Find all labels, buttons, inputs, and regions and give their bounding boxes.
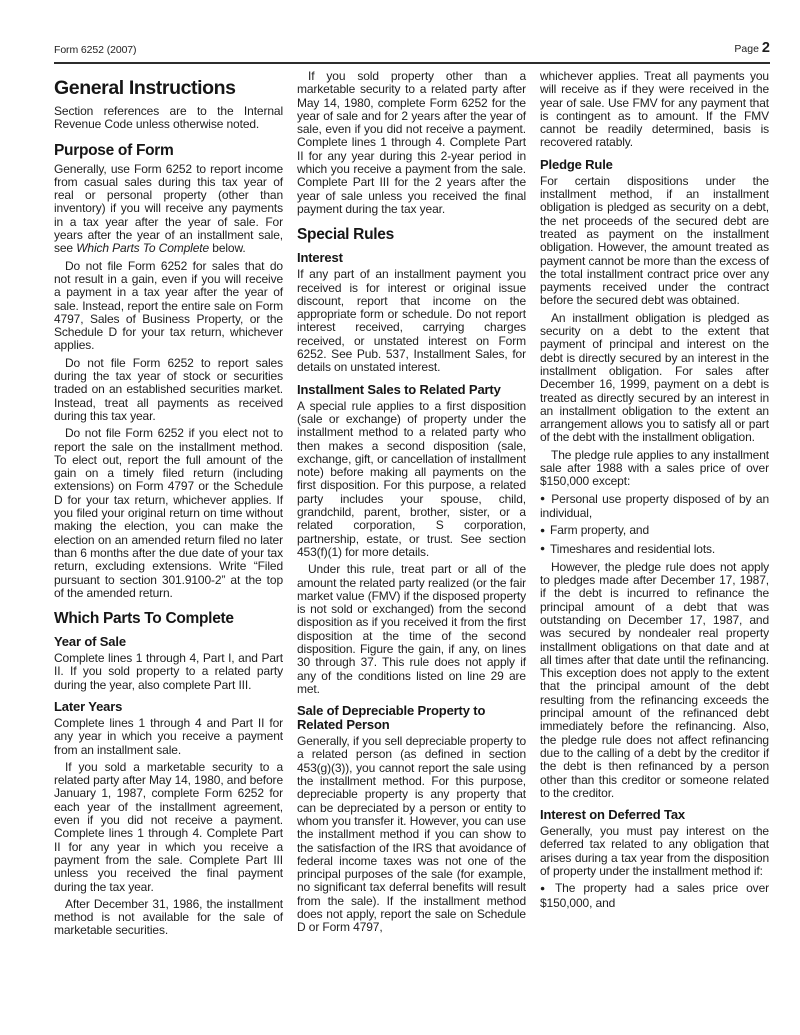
page-label: Page xyxy=(734,43,759,55)
paragraph-after-december-1986: After December 31, 1986, the installment method is not available for the sale of marketable securities. xyxy=(54,896,283,938)
italic-cross-reference: Which Parts To Complete xyxy=(76,241,210,256)
paragraph-text: Generally, use Form 6252 to report income from casual sales during this tax year of real or personal property (other than inventory) if you will receive any payments in a tax year after the year of sale. For years after the year of an installment sale, see xyxy=(54,161,283,256)
paragraph-depreciable-property: Generally, if you sell depreciable property to a related person (as defined in section 453(g)(3)), you cannot report the sale using the installment method. For this purpose, depreciable property is any property that can be depreciated by a person or entity to whom you transfer it. However, you can use the installment method if you can show to the satisfaction of the IRS that avoidance of federal income taxes was not one of the principal purposes of the sale (for example, no significant tax deferral benefits will result from the sale). If the installment method does not apply, report the sale on Schedule D or Form 4797, xyxy=(297,734,526,935)
paragraph-year-of-sale: Complete lines 1 through 4, Part I, and Part II. If you sold property to a related party during the year, also complete Part III. xyxy=(54,651,283,692)
paragraph-whichever-applies: whichever applies. Treat all payments you will receive as if they were received in the year of sale. Use FMV for any payment that is contingent as to amount. If the FMV cannot be readily determined, basis is recovered ratably. xyxy=(540,69,769,150)
column-3 xyxy=(540,70,769,938)
paragraph-text: below. xyxy=(209,241,246,256)
bullet-personal-use-property: ● Personal use property disposed of by an individual, xyxy=(540,493,769,521)
column-2 xyxy=(297,70,526,938)
page-number-value: 2 xyxy=(761,40,770,56)
paragraph-stock-securities: Do not file Form 6252 to report sales during the tax year of stock or securities traded on an established securities market. Instead, treat all payments as received during this tax year. xyxy=(54,355,283,423)
subheading-sale-of-depreciable-property: Sale of Depreciable Property to Related Person xyxy=(297,703,486,733)
bullet-timeshares: ● Timeshares and residential lots. xyxy=(540,543,769,557)
column-1 xyxy=(54,70,283,938)
subheading-installment-sales-to-related-party: Installment Sales to Related Party xyxy=(297,381,501,397)
subheading-year-of-sale: Year of Sale xyxy=(54,634,126,650)
paragraph-no-gain: Do not file Form 6252 for sales that do not result in a gain, even if you will receive a payment in a tax year after the year of sale. Instead, report the entire sale on Form 4797, Sales of Business Property, or the Schedule D for your tax return, whichever applies. xyxy=(54,258,283,353)
page-number xyxy=(734,40,770,56)
heading-which-parts-to-complete: Which Parts To Complete xyxy=(54,610,234,628)
section-title-general-instructions: General Instructions xyxy=(54,77,236,99)
paragraph-pledge-rule-intro: For certain dispositions under the installment method, if an installment obligation is pledged as security on a debt, the net proceeds of the secured debt are treated as payment on the installment obligation. However, the amount treated as payment cannot be more than the excess of the total installment contract price over any payments received under the contract before the secured debt was obtained. xyxy=(540,173,769,308)
paragraph-purpose xyxy=(54,163,283,256)
paragraph-interest: If any part of an installment payment you received is for interest or original issue discount, report that income on the appropriate form or schedule. Do not report interest received, carrying charges received, or unstated interest on Form 6252. See Pub. 537, Installment Sales, for details on unstated interest. xyxy=(297,267,526,375)
heading-special-rules: Special Rules xyxy=(297,226,394,244)
page-header xyxy=(54,40,770,64)
subheading-later-years: Later Years xyxy=(54,698,123,714)
paragraph-pledge-rule-applies: The pledge rule applies to any installment sale after 1988 with a sales price of over $150,000 except: xyxy=(540,447,769,489)
paragraph-deferred-tax: Generally, you must pay interest on the deferred tax related to any obligation that arises during a tax year from the disposition of property under the installment method if: xyxy=(540,824,769,879)
subheading-pledge-rule: Pledge Rule xyxy=(540,156,613,172)
paragraph-section-references: Section references are to the Internal Revenue Code unless otherwise noted. xyxy=(54,104,283,132)
paragraph-pledged-as-security: An installment obligation is pledged as security on a debt to the extent that payment of principal and interest on the debt is directly secured by an interest in the installment obligation. For sales after December 16, 1999, payment on a debt is treated as directly secured by an interest in an installment obligation to the extent an arrangement allows you to satisfy all or part of the debt with the installment obligation. xyxy=(540,310,769,445)
heading-purpose-of-form: Purpose of Form xyxy=(54,141,174,159)
subheading-interest: Interest xyxy=(297,250,343,266)
paragraph-special-rule-first-disposition: A special rule applies to a first disposition (sale or exchange) of property under the installment method to a related party who then makes a second disposition (sale, exchange, gift, or cancellation of installment note) before making all payments on the first disposition. For this purpose, a related party includes your spouse, child, grandchild, parent, brother, sister, or a related corporation, S corporation, partnership, estate, or trust. See section 453(f)(1) for more details. xyxy=(297,398,526,559)
paragraph-later-years: Complete lines 1 through 4 and Part II for any year in which you receive a payment from an installment sale. xyxy=(54,715,283,757)
paragraph-elect-out: Do not file Form 6252 if you elect not to report the sale on the installment method. To elect out, report the full amount of the gain on a timely filed return (including extensions) on Form 4797 or the Schedule D for your tax return, whichever applies. If you filed your original return on time without making the election, you can make the election on an amended return filed no later than 6 months after the due date of your tax return, excluding extensions. Write “Filed pursuant to section 301.9100-2” at the top of the amended return. xyxy=(54,426,283,600)
bullet-sales-price-over-150000: ● The property had a sales price over $150,000, and xyxy=(540,882,769,910)
paragraph-under-this-rule: Under this rule, treat part or all of the amount the related party realized (or the fair market value (FMV) if the disposed property is not sold or exchanged) from the second disposition as if you received it from the first disposition at the time of the second disposition. Figure the gain, if any, on lines 30 through 37. This rule does not apply if any of the conditions listed on line 29 are met. xyxy=(297,562,526,696)
form-identifier: Form 6252 (2007) xyxy=(54,44,137,56)
subheading-interest-on-deferred-tax: Interest on Deferred Tax xyxy=(540,807,685,823)
bullet-farm-property: ● Farm property, and xyxy=(540,524,769,538)
paragraph-marketable-security: If you sold a marketable security to a related party after May 14, 1980, and before January 1, 1987, complete Form 6252 for each year of the installment agreement, even if you did not receive a payment. Complete lines 1 through 4. Complete Part II for any year in which you receive a payment from the sale. Complete Part III unless you received the final payment during the tax year. xyxy=(54,759,283,894)
three-column-body xyxy=(54,70,770,938)
paragraph-property-other-than-security: If you sold property other than a marketable security to a related party after May 14, 1980, complete Form 6252 for the year of sale and for 2 years after the year of sale, even if you did not receive a payment. Complete lines 1 through 4. Complete Part II for any year during this 2-year period in which you receive a payment from the sale. Complete Part III for the 2 years after the year of sale unless you received the final payment during the tax year. xyxy=(297,69,526,216)
paragraph-pledge-rule-exception: However, the pledge rule does not apply to pledges made after December 17, 1987, if the debt is incurred to refinance the principal amount of a debt that was outstanding on December 17, 1987, and was secured by nondealer real property installment obligations on that date and at all times after that date until the refinancing. This exception does not apply to the extent that the principal amount of the debt resulting from the refinancing exceeds the principal amount of the refinanced debt immediately before the refinancing. Also, the pledge rule does not affect refinancing due to the calling of a debt by the creditor if the debt is then refinanced by a person other than this creditor or someone related to the creditor. xyxy=(540,559,769,800)
